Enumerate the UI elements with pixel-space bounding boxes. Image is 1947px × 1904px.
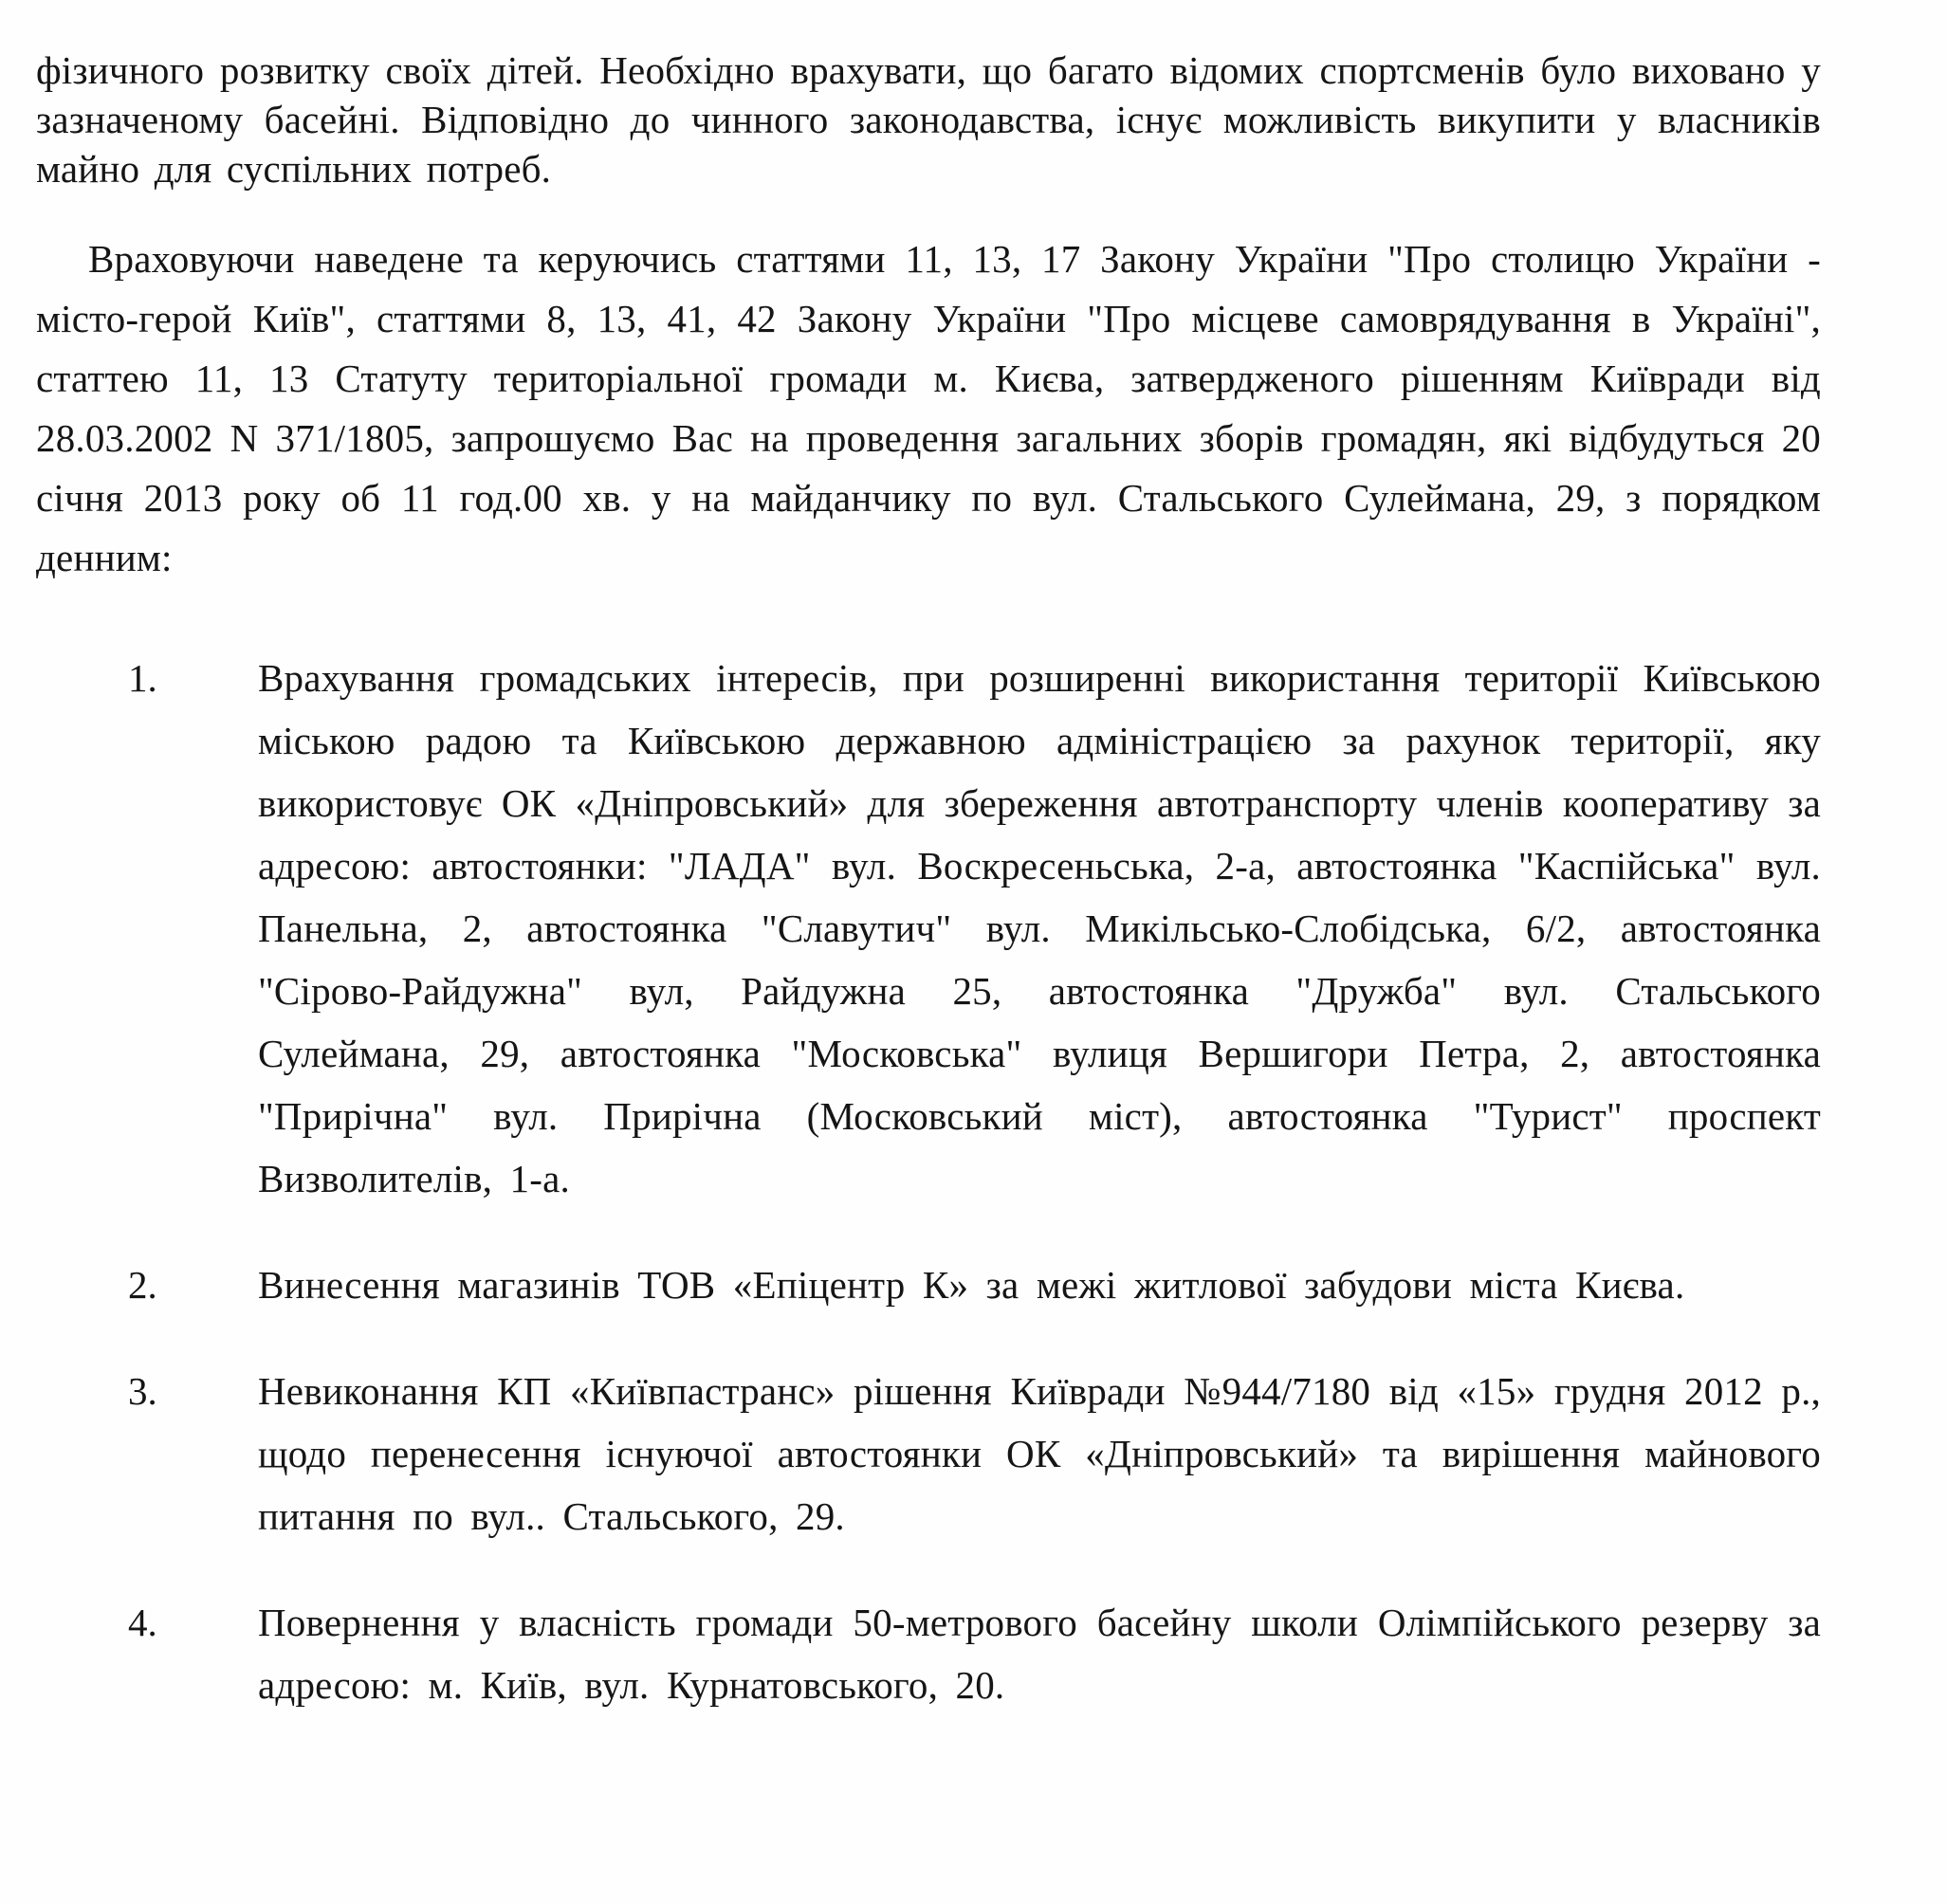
- list-item-text: Невиконання КП «Київпастранс» рішення Київради №944/7180 від «15» грудня 2012 р., щодо перенесення існуючої автостоянки ОК «Дніпровський» та вирішення майнового питання по вул.. Стальського, 29.: [258, 1369, 1821, 1538]
- list-item-number: 2.: [128, 1263, 157, 1307]
- list-item-text: Винесення магазинів ТОВ «Епіцентр К» за межі житлової забудови міста Києва.: [258, 1263, 1685, 1307]
- list-item: [36, 1254, 1821, 1316]
- list-item-text: Повернення у власність громади 50-метрового басейну школи Олімпійського резерву за адресою: м. Київ, вул. Курнатовського, 20.: [258, 1601, 1821, 1707]
- list-item: [36, 1360, 1821, 1547]
- paragraph-invitation: Враховуючи наведене та керуючись статтями 11, 13, 17 Закону України "Про столицю України - місто-герой Київ", статтями 8, 13, 41, 42 Закону України "Про місцеве самоврядування в Україні", статтею 11, 13 Статуту територіальної громади м. Києва, затвердженого рішенням Київради від 28.03.2002 N 371/1805, запрошуємо Вас на проведення загальних зборів громадян, які відбудуться 20 січня 2013 року об 11 год.00 хв. у на майданчику по вул. Стальського Сулеймана, 29, з порядком денним:: [36, 237, 1821, 579]
- list-item-text: Врахування громадських інтересів, при розширенні використання території Київською міською радою та Київською державною адміністрацією за рахунок території, яку використовує ОК «Дніпровський» для збереження автотранспорту членів кооперативу за адресою: автостоянки: "ЛАДА" вул. Воскресеньська, 2-а, автостоянка "Каспійська" вул. Панельна, 2, автостоянка "Славутич" вул. Микільсько-Слобідська, 6/2, автостоянка "Сірово-Райдужна" вул, Райдужна 25, автостоянка "Дружба" вул. Стальського Сулеймана, 29, автостоянка "Московська" вулиця Вершигори Петра, 2, автостоянка "Прирічна" вул. Прирічна (Московський міст), автостоянка "Турист" проспект Визволителів, 1-а.: [258, 656, 1821, 1200]
- list-item-number: 1.: [128, 656, 157, 700]
- list-item: [36, 1591, 1821, 1716]
- list-item-number: 3.: [128, 1369, 157, 1413]
- paragraph-continuation: фізичного розвитку своїх дітей. Необхідно врахувати, що багато відомих спортсменів було виховано у зазначеному басейні. Відповідно до чинного законодавства, існує можливість викупити у власників майно для суспільних потреб.: [36, 48, 1821, 191]
- agenda-list: [36, 647, 1821, 1716]
- list-item-number: 4.: [128, 1601, 157, 1644]
- list-item: [36, 647, 1821, 1210]
